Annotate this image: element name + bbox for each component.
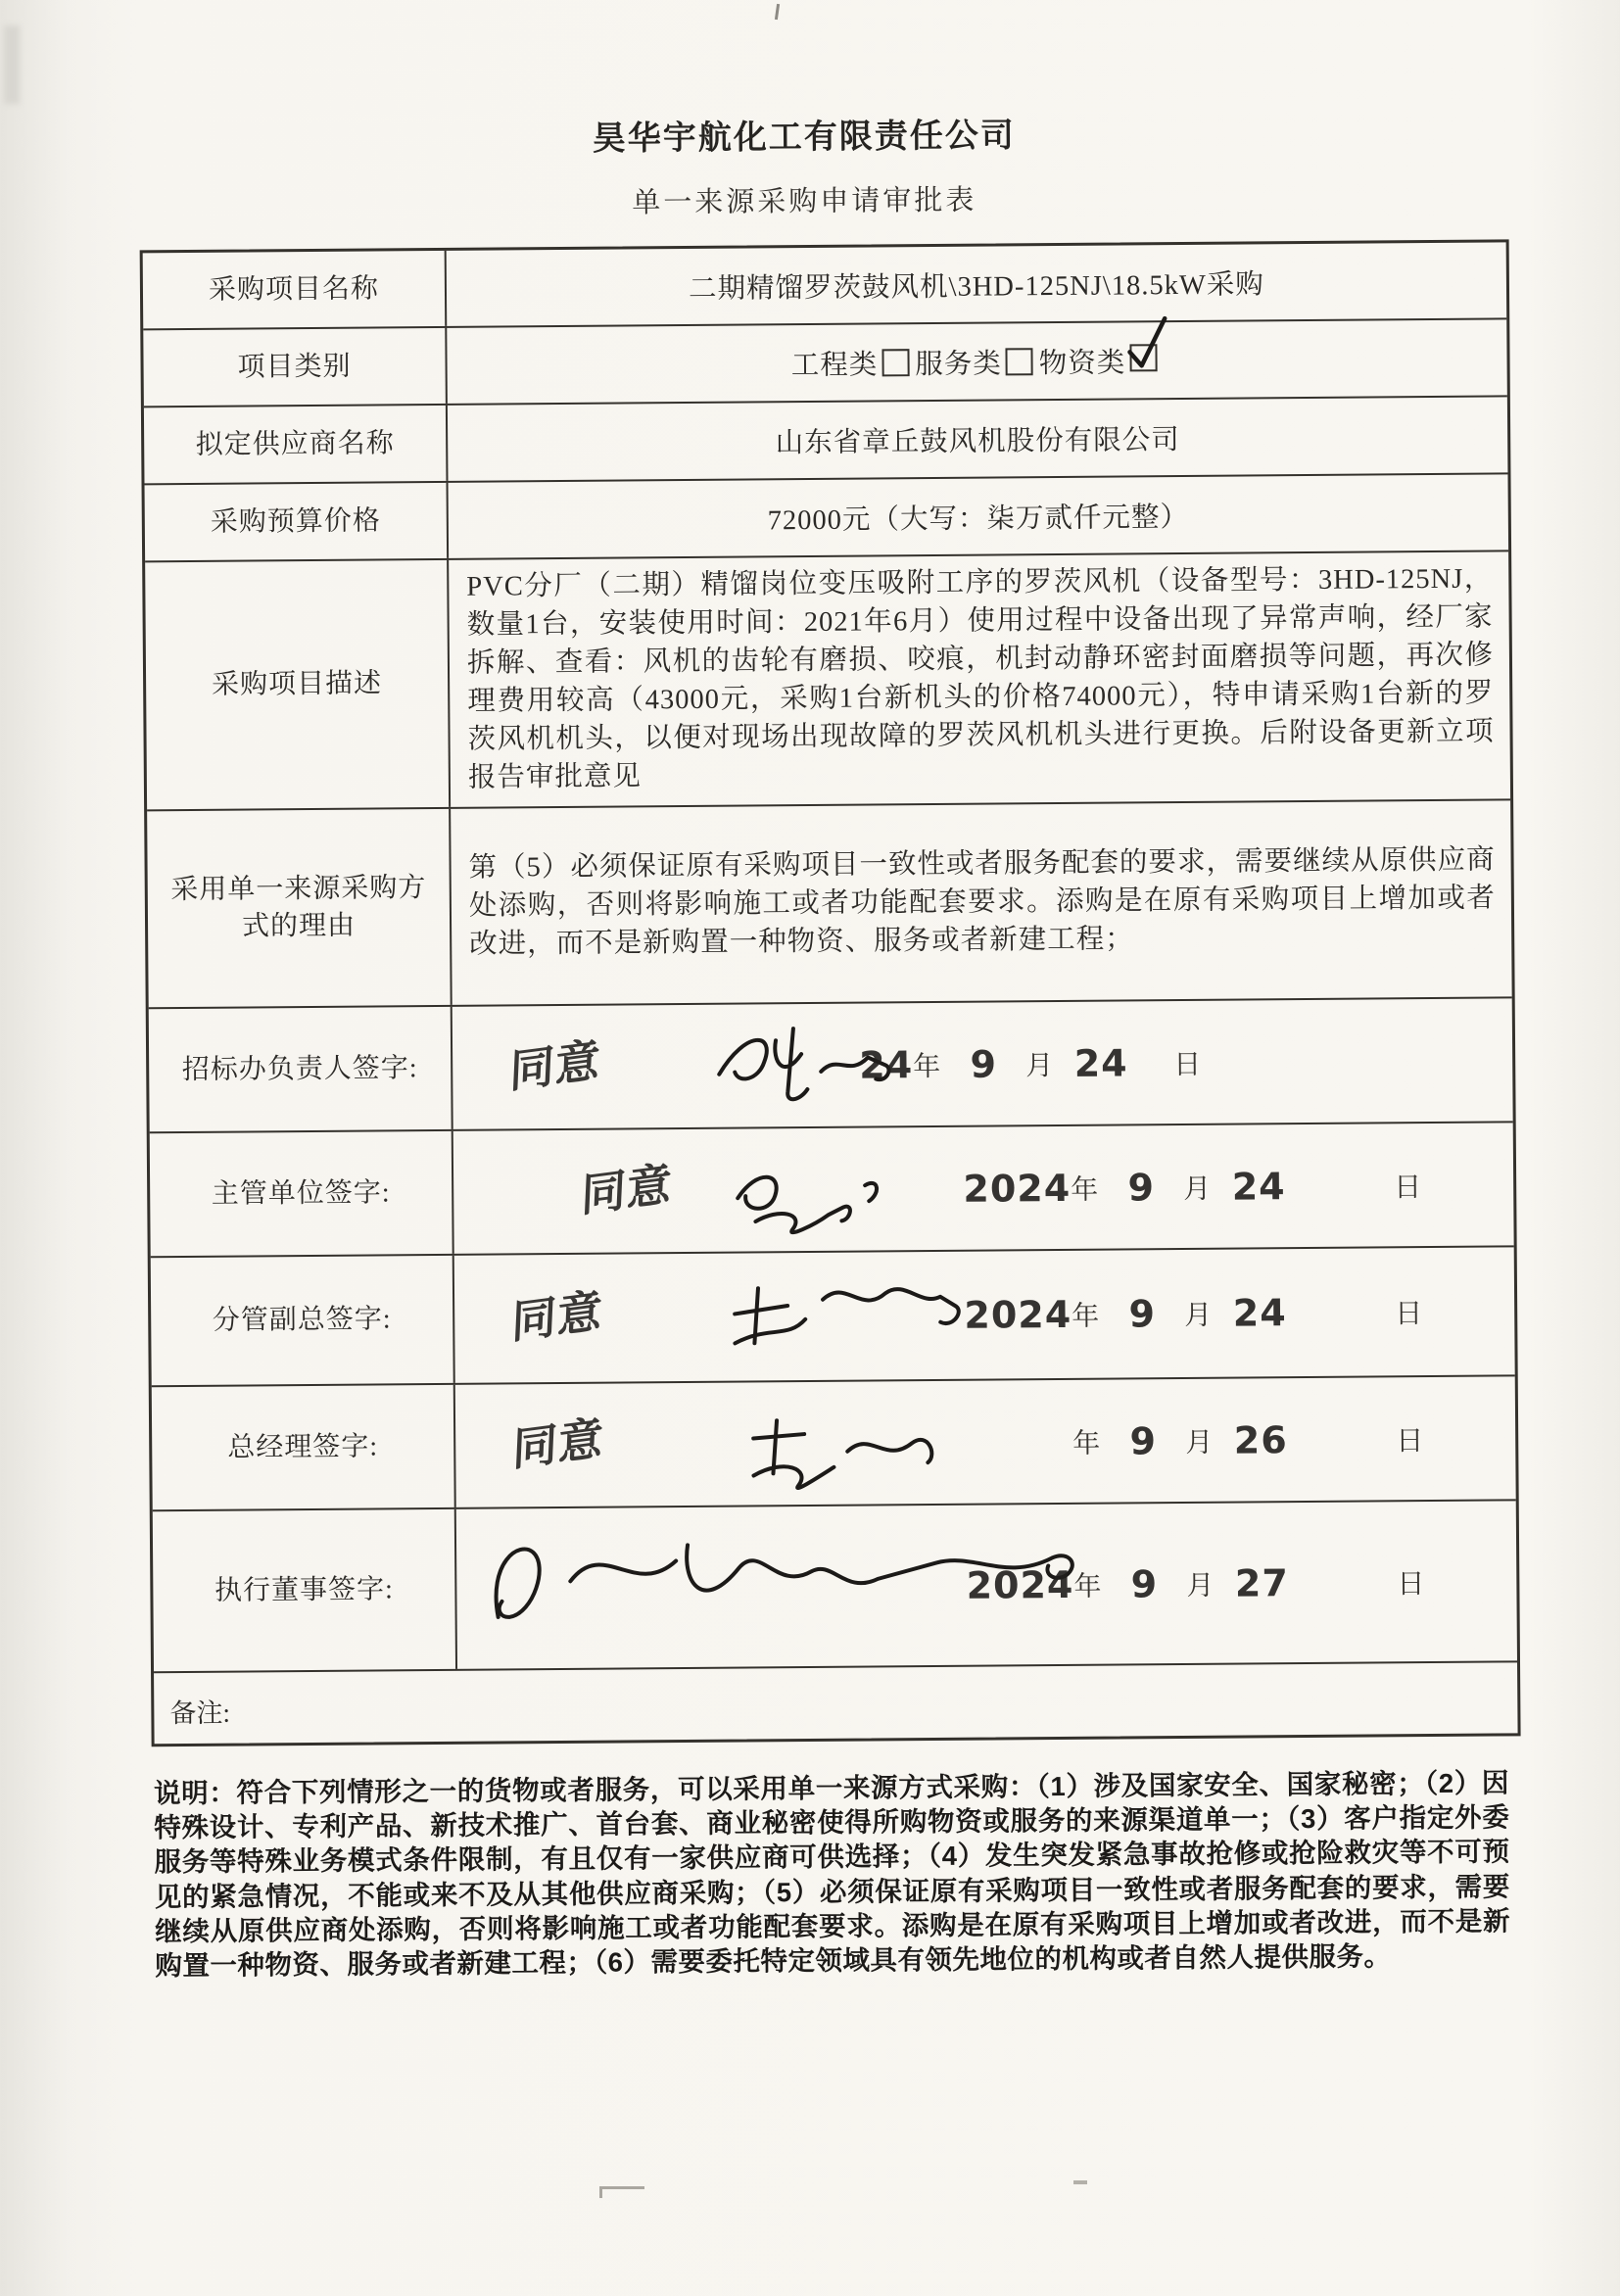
table-row-sign-executive-director (153, 1501, 1517, 1673)
budget-label: 采购预算价格 (145, 483, 450, 560)
table-row-sign-general-manager (152, 1376, 1516, 1511)
budget-value: 72000元（大写：柒万贰仟元整） (767, 502, 1190, 537)
sign-general-manager-cell (455, 1376, 1516, 1507)
date-month-number: 9 (1130, 1561, 1159, 1605)
approval-note: 同意 (580, 1156, 674, 1222)
date-area (805, 1001, 1203, 1126)
date-area (966, 1502, 1426, 1665)
year-unit: 年 (1073, 1571, 1103, 1602)
month-unit: 月 (1025, 1050, 1055, 1081)
day-unit: 日 (1395, 1299, 1424, 1330)
form-title: 单一来源采购申请审批表 (632, 184, 977, 219)
table-row-sign-bidding-office (149, 998, 1513, 1133)
approval-note: 同意 (510, 1283, 604, 1350)
category-option-service: 服务类 (915, 349, 1002, 381)
project-name-label: 采购项目名称 (143, 251, 448, 328)
date-month-number: 9 (1129, 1418, 1158, 1462)
year-unit: 年 (913, 1051, 942, 1082)
sign-executive-director-cell (456, 1501, 1517, 1668)
checkbox-empty-icon (881, 349, 909, 376)
table-row-sign-deputy-gm (151, 1247, 1515, 1387)
supplier-value: 山东省章丘鼓风机股份有限公司 (775, 425, 1180, 459)
table-row-budget (145, 474, 1509, 562)
year-unit: 年 (1071, 1174, 1100, 1206)
table-row-project-name (143, 242, 1507, 330)
checkbox-checked-icon (1129, 344, 1157, 371)
month-unit: 月 (1183, 1173, 1213, 1205)
sign-executive-director-label: 执行董事签字: (153, 1509, 457, 1671)
date-day-number: 24 (1232, 1291, 1287, 1335)
table-row-supplier (144, 397, 1508, 485)
reason-value: 第（5）必须保证原有采购项目一致性或者服务配套的要求，需要继续从原供应商处添购，否则将影响施工或者功能配套要求。添购是在原有采购项目上增加或者改进，而不是新购置一种物资、服务或者新建工程； (468, 844, 1496, 960)
table-row-reason (147, 800, 1512, 1009)
date-year-number: 2024 (964, 1292, 1072, 1337)
date-area (965, 1377, 1425, 1504)
scan-artifact (599, 2186, 602, 2198)
month-unit: 月 (1184, 1300, 1214, 1332)
approval-note: 同意 (511, 1410, 605, 1476)
month-unit: 月 (1185, 1427, 1215, 1459)
instructions-paragraph: 说明：符合下列情形之一的货物或者服务，可以采用单一来源方式采购：（1）涉及国家安全、国家秘密；（2）因特殊设计、专利产品、新技术推广、首台套、商业秘密使得所购物资或服务的来源渠道单一；（3）客户指定外委服务等特殊业务模式条件限制，有且仅有一家供应商可供选择；（4）发生突发紧急事故抢修或抢险救灾等不可预见的紧急情况，不能或来不及从其他供应商采购；（5）必须保证原有采购项目一致性或者服务配套的要求，需要继续从原供应商处添购，否则将影响施工或者功能配套要求。添购是在原有采购项目上增加或者改进，而不是新购置一种物资、服务或者新建工程；（6）需要委托特定领域具有领先地位的机构或者自然人提供服务。 (153, 1767, 1511, 1982)
table-row-description (145, 551, 1510, 811)
date-day-number: 24 (1073, 1040, 1128, 1085)
date-year-number: 2024 (966, 1562, 1074, 1607)
signature-scribble (651, 1404, 946, 1504)
sign-deputy-gm-label: 分管副总签字: (151, 1256, 455, 1385)
date-area (964, 1248, 1424, 1379)
scan-artifact (4, 25, 20, 104)
category-option-material: 物资类 (1038, 348, 1126, 380)
sign-general-manager-label: 总经理签字: (152, 1385, 456, 1509)
date-day-number: 27 (1234, 1560, 1290, 1605)
day-unit: 日 (1396, 1425, 1425, 1457)
checkbox-empty-icon (1006, 348, 1033, 375)
approval-note: 同意 (508, 1031, 602, 1098)
sign-deputy-gm-cell (454, 1247, 1515, 1382)
description-label: 采购项目描述 (145, 560, 451, 809)
day-unit: 日 (1394, 1172, 1423, 1203)
date-month-number: 9 (1127, 1165, 1156, 1209)
year-unit: 年 (1072, 1428, 1102, 1459)
sign-bidding-office-cell (453, 998, 1513, 1128)
signature-scribble (728, 1155, 925, 1250)
date-month-number: 9 (1128, 1292, 1157, 1336)
supplier-label: 拟定供应商名称 (144, 406, 449, 483)
sign-bidding-office-label: 招标办负责人签字: (149, 1007, 453, 1131)
sign-supervisor-unit-label: 主管单位签字: (150, 1131, 454, 1256)
sign-supervisor-unit-cell (453, 1123, 1514, 1253)
table-row-remarks (154, 1662, 1518, 1744)
date-area (963, 1124, 1423, 1250)
year-unit: 年 (1072, 1301, 1101, 1332)
approval-form-table (140, 239, 1521, 1746)
scan-artifact (599, 2186, 644, 2189)
table-row-category (143, 319, 1507, 407)
project-name-value: 二期精馏罗茨鼓风机\3HD-125NJ\18.5kW采购 (688, 269, 1264, 305)
date-month-number: 9 (970, 1042, 998, 1086)
category-option-engineering: 工程类 (790, 350, 879, 382)
table-row-sign-supervisor-unit (150, 1123, 1514, 1258)
date-day-number: 24 (1231, 1164, 1286, 1209)
category-label: 项目类别 (143, 328, 448, 406)
day-unit: 日 (1173, 1049, 1203, 1080)
date-year-number: 24 (859, 1042, 914, 1087)
description-value: PVC分厂（二期）精馏岗位变压吸附工序的罗茨风机（设备型号：3HD-125NJ，数量1台，安装使用时间：2021年6月）使用过程中设备出现了异常声响，经厂家拆解、查看：风机的齿轮有磨损、咬痕，机封动静环密封面磨损等问题，再次修理费用较高（43000元，采购1台新机头的价格74000元），特申请采购1台新的罗茨风机机头，以便对现场出现故障的罗茨风机机头进行更换。后附设备更新立项报告审批意见 (466, 563, 1495, 793)
company-title: 昊华宇航化工有限责任公司 (592, 117, 1016, 158)
date-year-number: 2024 (963, 1166, 1072, 1211)
scan-artifact (1073, 2180, 1087, 2184)
date-day-number: 26 (1233, 1417, 1288, 1462)
day-unit: 日 (1397, 1568, 1426, 1600)
signature-scribble (641, 1260, 965, 1370)
reason-label: 采用单一来源采购方式的理由 (147, 809, 453, 1007)
category-value (447, 319, 1507, 403)
month-unit: 月 (1186, 1570, 1215, 1602)
remarks-label: 备注: (169, 1698, 231, 1729)
